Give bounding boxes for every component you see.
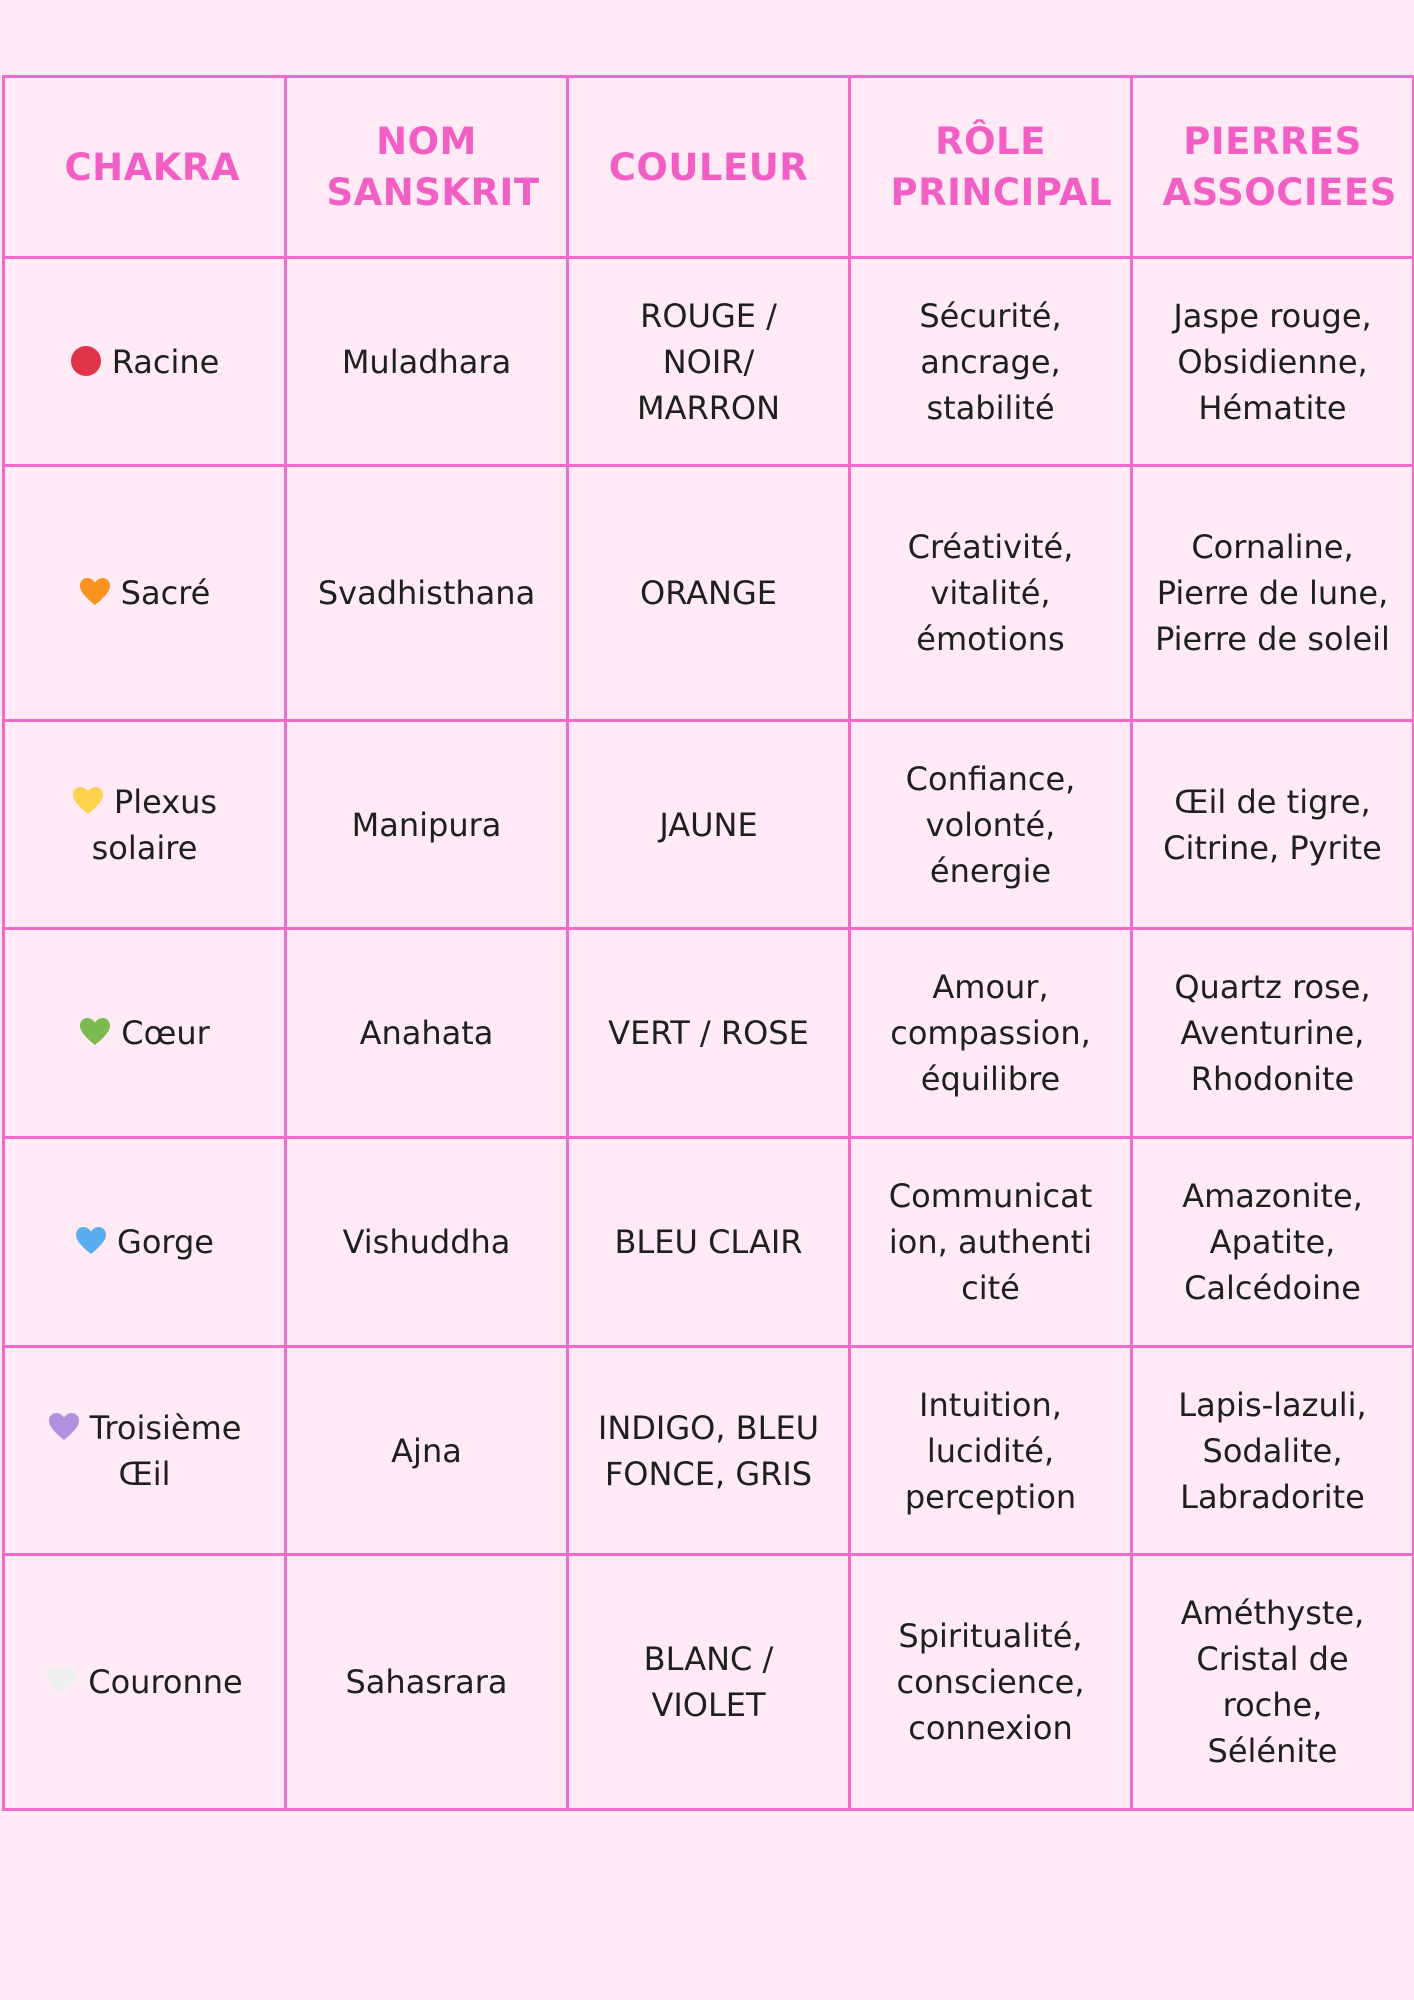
cell-pierres-associees-text: Amazonite, Apatite, Calcédoine: [1182, 1177, 1363, 1307]
cell-pierres-associees: [1132, 1138, 1414, 1347]
header-chakra: CHAKRA: [4, 77, 286, 258]
cell-role-principal-text: Créativité, vitalité, émotions: [907, 528, 1074, 658]
cell-chakra: [4, 1555, 286, 1810]
cell-nom-sanskrit: [286, 929, 568, 1138]
cell-pierres-associees-text: Œil de tigre, Citrine, Pyrite: [1163, 782, 1382, 867]
cell-pierres-associees-text: Améthyste, Cristal de roche, Sélénite: [1180, 1594, 1365, 1770]
table-row: [4, 721, 1414, 929]
yellow-heart-icon: [72, 785, 104, 817]
cell-pierres-associees: [1132, 1555, 1414, 1810]
table-row: [4, 1138, 1414, 1347]
cell-role-principal-text: Sécurité, ancrage, stabilité: [919, 296, 1062, 427]
chakra-name: Plexus solaire: [91, 782, 218, 867]
cell-nom-sanskrit: [286, 258, 568, 466]
cell-pierres-associees: [1132, 258, 1414, 466]
table-row: [4, 466, 1414, 721]
table-row: [4, 258, 1414, 466]
cell-couleur: [568, 1555, 850, 1810]
table-row: [4, 1555, 1414, 1810]
cell-couleur-text: BLANC / VIOLET: [643, 1640, 774, 1724]
cell-couleur: [568, 929, 850, 1138]
cell-pierres-associees: [1132, 466, 1414, 721]
cell-couleur: [568, 466, 850, 721]
cell-couleur: [568, 258, 850, 466]
cell-nom-sanskrit-text: Vishuddha: [342, 1223, 511, 1261]
cell-nom-sanskrit: [286, 1347, 568, 1555]
cell-chakra: [4, 466, 286, 721]
cell-chakra: [4, 1347, 286, 1555]
cell-role-principal-text: Intuition, lucidité, perception: [904, 1385, 1077, 1516]
header-nom-sanskrit: NOM SANSKRIT: [286, 77, 568, 258]
white-heart-icon: [46, 1665, 78, 1697]
cell-couleur-text: VERT / ROSE: [608, 1014, 809, 1052]
cell-chakra: [4, 721, 286, 929]
table-row: [4, 1347, 1414, 1555]
cell-role-principal: [850, 466, 1132, 721]
cell-role-principal: [850, 258, 1132, 466]
cell-pierres-associees: [1132, 721, 1414, 929]
cell-pierres-associees-text: Quartz rose, Aventurine, Rhodonite: [1174, 968, 1371, 1098]
cell-nom-sanskrit-text: Muladhara: [341, 342, 512, 381]
cell-role-principal: [850, 1138, 1132, 1347]
cell-nom-sanskrit-text: Ajna: [391, 1431, 462, 1470]
header-row: [4, 77, 1414, 258]
header-couleur: COULEUR: [568, 77, 850, 258]
cell-role-principal-text: Communication, authenticité: [888, 1177, 1093, 1307]
cell-couleur-text: ROUGE / NOIR/ MARRON: [636, 296, 781, 427]
chakra-table: [2, 75, 1414, 1811]
cell-couleur-text: INDIGO, BLEU FONCE, GRIS: [597, 1408, 820, 1493]
cell-pierres-associees-text: Lapis-lazuli, Sodalite, Labradorite: [1178, 1385, 1367, 1516]
cell-couleur-text: ORANGE: [640, 574, 777, 612]
cell-nom-sanskrit-text: Manipura: [351, 805, 502, 844]
cell-pierres-associees-text: Cornaline, Pierre de lune, Pierre de soleil: [1155, 528, 1390, 658]
chakra-name: Sacré: [120, 574, 211, 612]
blue-heart-icon: [75, 1225, 107, 1257]
chakra-name: Gorge: [117, 1223, 214, 1261]
header-role-principal: RÔLE PRINCIPAL: [850, 77, 1132, 258]
red-circle-icon: [70, 345, 102, 377]
cell-role-principal: [850, 721, 1132, 929]
cell-role-principal: [850, 1555, 1132, 1810]
cell-couleur-text: BLEU CLAIR: [614, 1223, 803, 1261]
cell-nom-sanskrit: [286, 466, 568, 721]
chakra-name: Couronne: [88, 1663, 243, 1701]
header-pierres-associees: PIERRES ASSOCIEES: [1132, 77, 1414, 258]
cell-nom-sanskrit-text: Svadhisthana: [317, 574, 536, 612]
cell-pierres-associees: [1132, 1347, 1414, 1555]
cell-role-principal: [850, 929, 1132, 1138]
orange-heart-icon: [79, 576, 111, 608]
cell-nom-sanskrit: [286, 1555, 568, 1810]
table-row: [4, 929, 1414, 1138]
cell-chakra: [4, 1138, 286, 1347]
cell-role-principal-text: Amour, compassion, équilibre: [890, 968, 1091, 1098]
cell-role-principal-text: Spiritualité, conscience, connexion: [896, 1617, 1085, 1747]
cell-couleur: [568, 721, 850, 929]
cell-nom-sanskrit-text: Sahasrara: [345, 1663, 508, 1701]
cell-pierres-associees: [1132, 929, 1414, 1138]
chakra-name: Racine: [111, 342, 220, 381]
green-heart-icon: [79, 1016, 111, 1048]
chakra-name: Cœur: [121, 1014, 210, 1052]
chakra-name: Troisième Œil: [89, 1408, 242, 1493]
cell-role-principal: [850, 1347, 1132, 1555]
cell-couleur: [568, 1347, 850, 1555]
purple-heart-icon: [48, 1411, 80, 1443]
cell-chakra: [4, 929, 286, 1138]
cell-role-principal-text: Confiance, volonté, énergie: [905, 759, 1076, 890]
cell-couleur-text: JAUNE: [659, 805, 758, 844]
cell-pierres-associees-text: Jaspe rouge, Obsidienne, Hématite: [1173, 296, 1372, 427]
cell-chakra: [4, 258, 286, 466]
cell-nom-sanskrit: [286, 721, 568, 929]
cell-nom-sanskrit-text: Anahata: [359, 1014, 494, 1052]
cell-couleur: [568, 1138, 850, 1347]
cell-nom-sanskrit: [286, 1138, 568, 1347]
